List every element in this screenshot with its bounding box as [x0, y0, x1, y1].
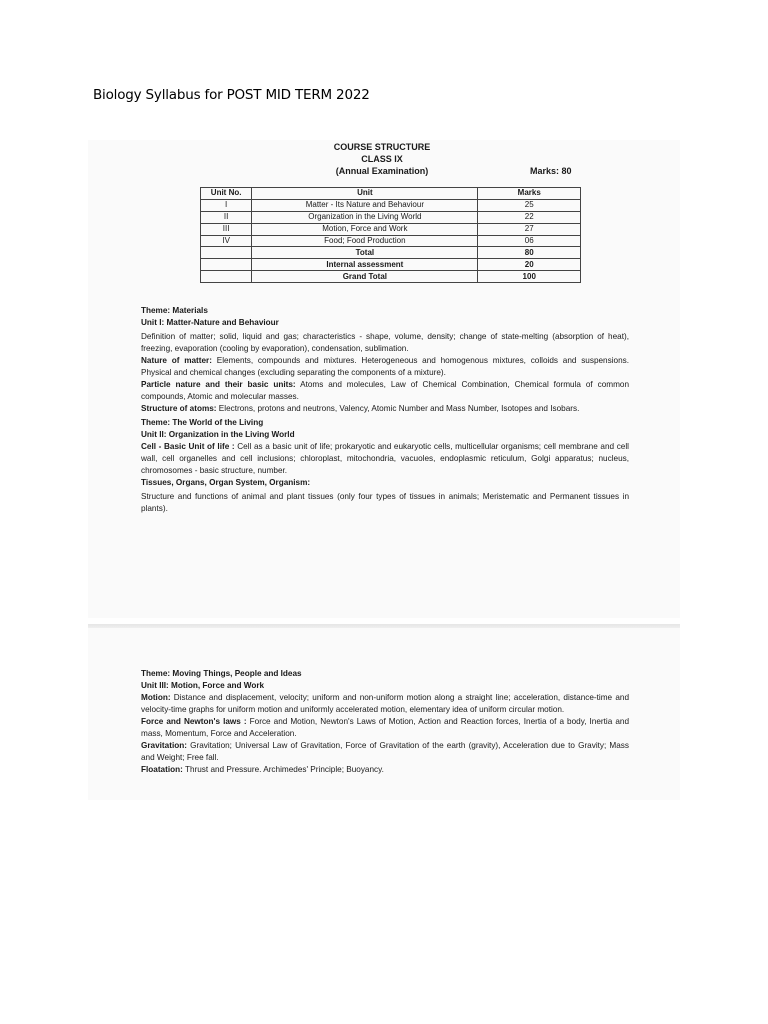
particle-text: Atoms and molecules, Law of Chemical Combination, Chemical formula of common compounds, Atomic and molecular masses. — [141, 380, 630, 401]
theme-heading: Theme: Moving Things, People and Ideas — [141, 669, 302, 678]
course-structure-heading: COURSE STRUCTURE — [333, 142, 431, 152]
nature-label: Nature of matter: — [141, 356, 212, 365]
empty-cell — [201, 271, 252, 283]
floatation-paragraph — [141, 764, 629, 776]
marks-cell: 06 — [478, 235, 581, 247]
atoms-paragraph — [141, 403, 629, 415]
table-row — [201, 235, 581, 247]
total-label: Total — [252, 247, 478, 259]
empty-cell — [201, 247, 252, 259]
definition-paragraph: Definition of matter; solid, liquid and gas; characteristics - shape, volume, density; change of state-melting (absorption of heat), freezing, evaporation (cooling by evaporation), condensation, sublimation. — [141, 332, 629, 353]
unit-heading: Unit II: Organization in the Living World — [141, 430, 295, 439]
header-marks: Marks — [478, 188, 581, 200]
floatation-text: Thrust and Pressure. Archimedes' Principle; Buoyancy. — [182, 765, 384, 774]
unit-heading: Unit III: Motion, Force and Work — [141, 681, 265, 690]
cell-paragraph — [141, 441, 629, 477]
unit-no-cell: II — [201, 211, 252, 223]
unit-heading: Unit I: Matter-Nature and Behaviour — [141, 318, 279, 327]
force-label: Force and Newton's laws : — [141, 717, 247, 726]
motion-paragraph — [141, 692, 629, 716]
floatation-label: Floatation: — [141, 765, 183, 774]
unit-name-cell: Organization in the Living World — [252, 211, 478, 223]
force-text: Force and Motion, Newton's Laws of Motion, Action and Reaction forces, Inertia of a body, Inertia and mass, Momentum, Force and Acceleration. — [141, 717, 629, 738]
gravitation-label: Gravitation: — [141, 741, 187, 750]
internal-label: Internal assessment — [252, 259, 478, 271]
nature-paragraph — [141, 355, 629, 379]
total-marks-label: Marks: 80 — [530, 166, 572, 176]
header-unit-no: Unit No. — [201, 188, 252, 200]
marks-cell: 27 — [478, 223, 581, 235]
unit-name-cell: Motion, Force and Work — [252, 223, 478, 235]
tissues-paragraph: Structure and functions of animal and plant tissues (only four types of tissues in animals; Meristematic and Permanent tissues in plants). — [141, 492, 629, 513]
atoms-text: Electrons, protons and neutrons, Valency, Atomic Number and Mass Number, Isotopes and Isobars. — [216, 404, 580, 413]
tissues-heading: Tissues, Organs, Organ System, Organism: — [141, 478, 311, 487]
exam-heading: (Annual Examination) — [335, 166, 429, 176]
syllabus-section-1 — [141, 305, 629, 515]
gravitation-text: Gravitation; Universal Law of Gravitation, Force of Gravitation of the earth (gravity), Acceleration due to Gravity; Mass and Weight; Free fall. — [141, 741, 629, 762]
unit-no-cell: I — [201, 199, 252, 211]
force-paragraph — [141, 716, 629, 740]
table-row — [201, 211, 581, 223]
table-header-row — [201, 188, 581, 200]
unit-name-cell: Food; Food Production — [252, 235, 478, 247]
particle-label: Particle nature and their basic units: — [141, 380, 296, 389]
internal-value: 20 — [478, 259, 581, 271]
motion-text: Distance and displacement, velocity; uniform and non-uniform motion along a straight line; acceleration, distance-time and velocity-time graphs for uniform motion and uniformly accelerated motion, elementary idea of uniform circular motion. — [141, 693, 629, 714]
theme-heading: Theme: Materials — [141, 306, 208, 315]
header-unit: Unit — [252, 188, 478, 200]
grand-total-label: Grand Total — [252, 271, 478, 283]
theme-heading: Theme: The World of the Living — [141, 418, 264, 427]
total-row — [201, 247, 581, 259]
table-row — [201, 223, 581, 235]
total-value: 80 — [478, 247, 581, 259]
cell-text: Cell as a basic unit of life; prokaryotic and eukaryotic cells, multicellular organisms; cell membrane and cell wall, cell organelles and cell inclusions; chloroplast, mitochondria, vacuoles, endoplasmic reticulum, Golgi apparatus; nucleus, chromosomes - basic structure, number. — [141, 442, 629, 475]
cell-label: Cell - Basic Unit of life : — [141, 442, 235, 451]
unit-name-cell: Matter - Its Nature and Behaviour — [252, 199, 478, 211]
document-title: Biology Syllabus for POST MID TERM 2022 — [93, 87, 370, 103]
motion-label: Motion: — [141, 693, 171, 702]
table-row — [201, 199, 581, 211]
marks-cell: 22 — [478, 211, 581, 223]
grand-total-value: 100 — [478, 271, 581, 283]
grand-total-row — [201, 271, 581, 283]
course-structure-table — [200, 187, 581, 283]
empty-cell — [201, 259, 252, 271]
unit-no-cell: IV — [201, 235, 252, 247]
unit-no-cell: III — [201, 223, 252, 235]
atoms-label: Structure of atoms: — [141, 404, 217, 413]
marks-cell: 25 — [478, 199, 581, 211]
nature-text: Elements, compounds and mixtures. Heterogeneous and homogenous mixtures, colloids and suspensions. Physical and chemical changes (excluding separating the components of a mixture). — [141, 356, 629, 377]
particle-paragraph — [141, 379, 629, 403]
internal-assessment-row — [201, 259, 581, 271]
gravitation-paragraph — [141, 740, 629, 764]
syllabus-section-2 — [141, 668, 629, 776]
class-heading: CLASS IX — [361, 154, 403, 164]
